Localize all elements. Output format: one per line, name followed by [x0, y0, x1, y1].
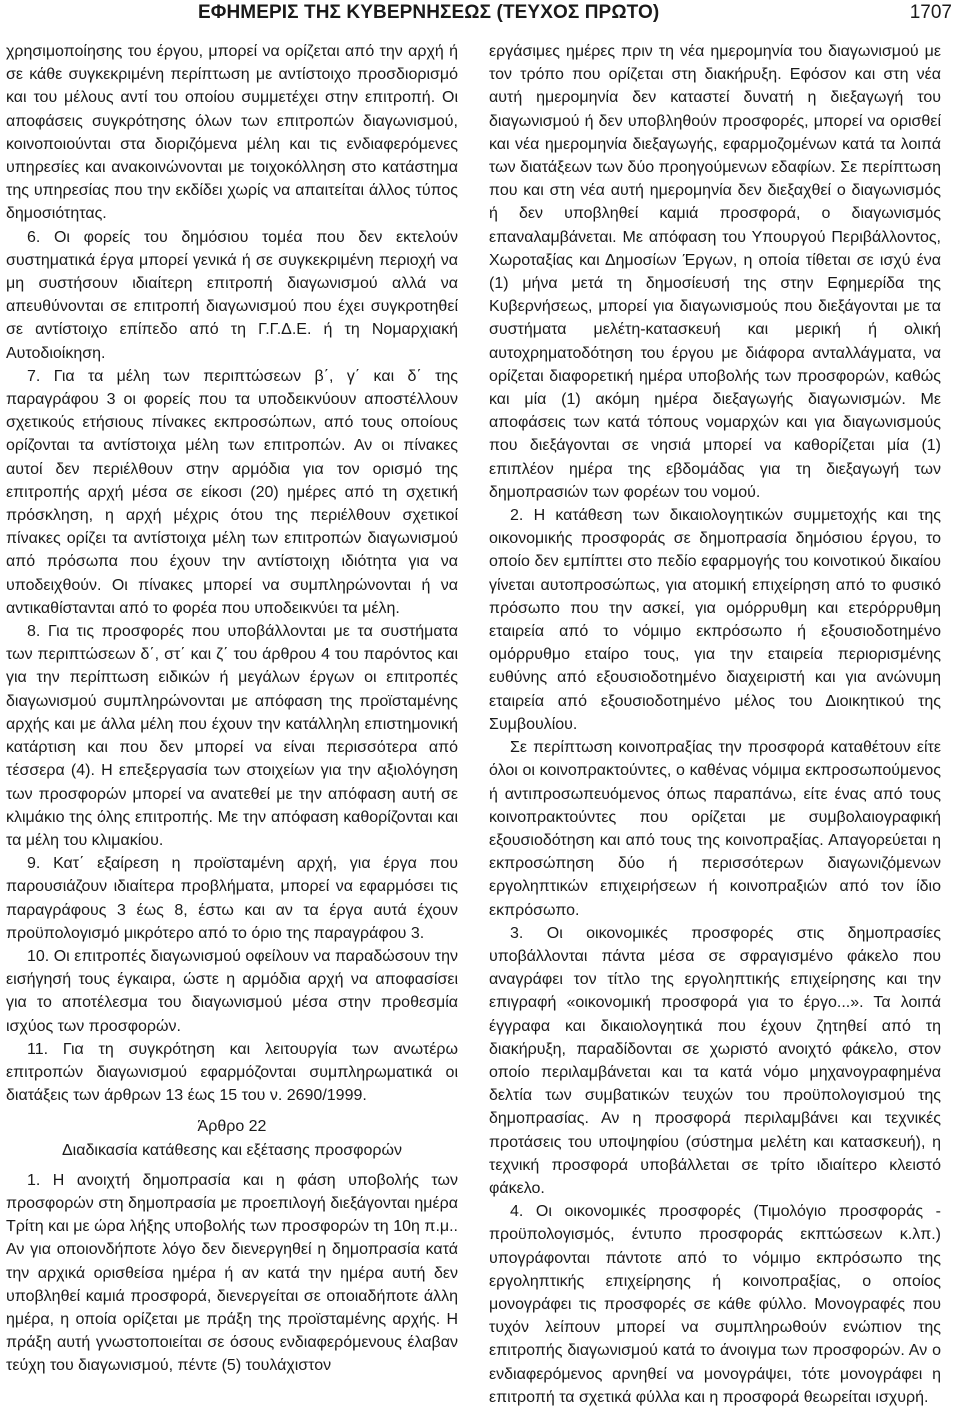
article-heading: Άρθρο 22	[197, 1118, 267, 1136]
paragraph: 1. Η ανοιχτή δημοπρασία και η φάση υποβολής των προσφορών στη δημοπρασία με προεπιλογή διεξάγονται ημέρα Τρίτη και με ώρα λήξης υποβολής των προσφορών τη 10η π.μ.. Αν για οποιονδήποτε λόγο δεν διενεργηθεί η δημοπρασία κατά την αρχικά ορισθείσα ημέρα ή αν κατά την ημέρα αυτή δεν υποβληθεί καμιά προσφορά, διενεργείται σε οποιαδήποτε άλλη ημέρα, η οποία ορίζεται με πράξη της προϊσταμένης αρχής. Η πράξη αυτή γνωστοποιείται σε όσους ενδιαφερόμενους έλαβαν τεύχη του διαγωνισμού, πέντε (5) τουλάχιστον	[6, 1171, 458, 1375]
left-column	[6, 40, 458, 1378]
page-header	[0, 0, 960, 34]
paragraph: χρησιμοποίησης του έργου, μπορεί να ορίζεται από την αρχή ή σε κάθε συγκεκριμένη περίπτωση με αντίστοιχο προσδιορισμό και του μέλους αντί του οποίου συμμετέχει στην επιτροπή. Οι αποφάσεις συγκρότησης όλων των επιτροπών διαγωνισμού, κοινοποιούνται στα διοριζόμενα μέλη και τις ενδιαφερόμενες υπηρεσίες και ανακοινώνονται με τοιχοκόλληση στο κατάστημα της υπηρεσίας που την εκδίδει χωρίς να απαιτείται άλλος τύπος δημοσιότητας.	[6, 43, 458, 223]
paragraph: 2. Η κατάθεση των δικαιολογητικών συμμετοχής και της οικονομικής προσφοράς σε δημοπρασία δημόσιου έργου, το οποίο δεν εμπίπτει στο πεδίο εφαρμογής του κοινοτικού δικαίου γίνεται αυτοπροσώπως, για ατομική επιχείρηση από το φυσικό πρόσωπο που την ασκεί, για ομόρρυθμη και ετερόρρυθμη εταιρεία από το νόμιμο εκπρόσωπο ή εξουσιοδοτημένο ομόρρυθμο εταίρο τους, για την εταιρεία περιορισμένης ευθύνης από εξουσιοδοτημένο διαχειριστή και για ανώνυμη εταιρεία από εξουσιοδοτημένο μέλος του Διοικητικού της Συμβουλίου.	[489, 507, 941, 733]
paragraph: 8. Για τις προσφορές που υποβάλλονται με τα συστήματα των περιπτώσεων δ΄, στ΄ και ζ΄ του άρθρου 4 του παρόντος και για την περίπτωση ειδικών ή μεγάλων έργων οι επιτροπές διαγωνισμού συμπληρώνονται με απόφαση της προϊσταμένης αρχής και με άλλα μέλη που έχουν την κατάλληλη επιστημονική κατάρτιση και που δεν μπορεί να είναι περισσότερα από τέσσερα (4). Η επεξεργασία των στοιχείων για την αξιολόγηση των προσφορών μπορεί να ανατεθεί με την απόφαση αυτή σε κλιμάκιο της όλης επιτροπής. Με την απόφαση καθορίζονται και τα μέλη του κλιμακίου.	[6, 623, 458, 849]
paragraph: 10. Οι επιτροπές διαγωνισμού οφείλουν να παραδώσουν την εισήγησή τους έγκαιρα, ώστε η αρμόδια αρχή να αποφασίσει για το αποτέλεσμα του διαγωνισμού μέσα στην προθεσμία ισχύος των προσφορών.	[6, 947, 458, 1035]
paragraph: 11. Για τη συγκρότηση και λειτουργία των ανωτέρω επιτροπών διαγωνισμού εφαρμόζονται συμπληρωματικά οι διατάξεις των άρθρων 13 έως 15 του ν. 2690/1999.	[6, 1040, 458, 1105]
right-column	[489, 40, 941, 1409]
page-number: 1707	[909, 2, 952, 23]
paragraph: εργάσιμες ημέρες πριν τη νέα ημερομηνία του διαγωνισμού με τον τρόπο που ορίζεται στη διακήρυξη. Εφόσον και στη νέα αυτή ημερομηνία δεν καταστεί δυνατή η διεξαγωγή του διαγωνισμού ή δεν υποβληθούν προσφορές, μπορεί να ορισθεί και νέα ημερομηνία διεξαγωγής, εφαρμοζομένων κατά τα λοιπά των διατάξεων των δύο προηγούμενων εδαφίων. Σε περίπτωση που και στη νέα αυτή ημερομηνία δεν διεξαχθεί ο διαγωνισμός ή δεν υποβληθεί καμιά προσφορά, ο διαγωνισμός επαναλαμβάνεται. Με απόφαση του Υπουργού Περιβάλλοντος, Χωροταξίας και Δημοσίων Έργων, η οποία τίθεται σε ισχύ ένα (1) μήνα μετά τη δημοσίευσή της στην Εφημερίδα της Κυβερνήσεως, μπορεί για διαγωνισμούς που διεξάγονται με τα συστήματα μελέτη-κατασκευή και μερική ή ολική αυτοχρηματοδότηση του έργου με διάφορα ανταλλάγματα, να ορίζεται διαφορετική ημέρα υποβολής των προσφορών, καθώς και μία (1) ακόμη ημέρα διεξαγωγής διαγωνισμών. Με αποφάσεις των κατά τόπους νομαρχών και για διαγωνισμούς που διεξάγονται σε νησιά μπορεί να καθορίζεται μία (1) επιπλέον ημέρα της εβδομάδας για τη διεξαγωγή των δημοπρασιών των φορέων του νομού.	[489, 43, 941, 501]
paragraph: 9. Κατ΄ εξαίρεση η προϊσταμένη αρχή, για έργα που παρουσιάζουν ιδιαίτερα προβλήματα, μπορεί να εφαρμόσει τις παραγράφους 3 έως 8, έστω και αν τα έργα αυτά έχουν προϋπολογισμό μικρότερο από το όριο της παραγράφου 3.	[6, 855, 458, 942]
paragraph: 6. Οι φορείς του δημόσιου τομέα που δεν εκτελούν συστηματικά έργα μπορεί γενικά ή σε συγκεκριμένη περιοχή να μη συστήσουν ιδιαίτερη επιτροπή διαγωνισμού αλλά να απευθύνονται σε επιτροπή διαγωνισμού που έχει συγκροτηθεί σε αντίστοιχο επίπεδο από τη Γ.Γ.Δ.Ε. ή τη Νομαρχιακή Αυτοδιοίκηση.	[6, 228, 458, 362]
paragraph: 7. Για τα μέλη των περιπτώσεων β΄, γ΄ και δ΄ της παραγράφου 3 οι φορείς που τα υποδεικνύουν αποστέλλουν σχετικούς ετήσιους πίνακες εκπροσώπων, από τους οποίους ορίζονται τα αντίστοιχα μέλη των επιτροπών. Αν οι πίνακες αυτοί δεν περιέλθουν στην αρμόδια για τον ορισμό της επιτροπής αρχή μέσα σε είκοσι (20) ημέρες από τη σχετική πρόσκληση, η αρχή μέχρις ότου της περιέλθουν σχετικοί πίνακες ορίζει τα αντίστοιχα μέλη των επιτροπών διαγωνισμού από πρόσωπα που έχουν την αντίστοιχη ιδιότητα για να υποδειχθούν. Οι πίνακες μπορεί να συμπληρώνονται ή να αντικαθίστανται από το φορέα που υποδεικνύει τα μέλη.	[6, 367, 458, 617]
paragraph: Σε περίπτωση κοινοπραξίας την προσφορά καταθέτουν είτε όλοι οι κοινοπρακτούντες, ο καθένας νόμιμα εκπροσωπούμενος ή αντιπροσωπευόμενος όπως παραπάνω, είτε ένας από τους κοινοπρακτούντες που ορίζεται με συμβολαιογραφική εξουσιοδότηση και από τους της κοινοπραξίας. Απαγορεύεται η εκπροσώπηση δύο ή περισσότερων διαγωνιζόμενων εργοληπτικών επιχειρήσεων ή κοινοπραξιών από τον ίδιο εκπρόσωπο.	[489, 739, 941, 919]
article-title: Διαδικασία κατάθεσης και εξέτασης προσφορών	[61, 1141, 403, 1159]
paragraph: 3. Οι οικονομικές προσφορές στις δημοπρασίες υποβάλλονται πάντα μέσα σε σφραγισμένο φάκελο που αναγράφει τον τίτλο της εργοληπτικής επιχείρησης και την επιγραφή «οικονομική προσφορά για το έργο...». Τα λοιπά έγγραφα και δικαιολογητικά που έχουν ζητηθεί από τη διακήρυξη, παραδίδονται σε χωριστό ανοιχτό φάκελο, στον οποίο περιλαμβάνεται και τα κατά νόμο μηχανογραφημένα δελτία των συμβατικών τευχών του προϋπολογισμού της δημοπρασίας. Αν η προσφορά περιλαμβάνει και τεχνικές προτάσεις του υποψηφίου (σύστημα μελέτη και κατασκευή), η τεχνική προσφορά υποβάλλεται σε τρίτο ιδιαίτερο κλειστό φάκελο.	[489, 924, 941, 1197]
gazette-title: ΕΦΗΜΕΡΙΣ ΤΗΣ ΚΥΒΕΡΝΗΣΕΩΣ (ΤΕΥΧΟΣ ΠΡΩΤΟ)	[198, 2, 660, 23]
paragraph: 4. Οι οικονομικές προσφορές (Τιμολόγιο προσφοράς - προϋπολογισμός, έντυπο προσφοράς εκπτώσεων κ.λπ.) υπογράφονται πάντοτε από το νόμιμο εκπρόσωπο της εργοληπτικής επιχείρησης ή κοινοπραξίας, ο οποίος μονογράφει τις προσφορές σε κάθε φύλλο. Μονογραφές που τυχόν λείπουν μπορεί να συμπληρωθούν ενώπιον της επιτροπής διαγωνισμού κατά το άνοιγμα των προσφορών. Αν ο ενδιαφερόμενος αρνηθεί να μονογράψει, τότε μονογράφει η επιτροπή τα σχετικά φύλλα και η προσφορά θεωρείται ισχυρή.	[489, 1203, 941, 1406]
